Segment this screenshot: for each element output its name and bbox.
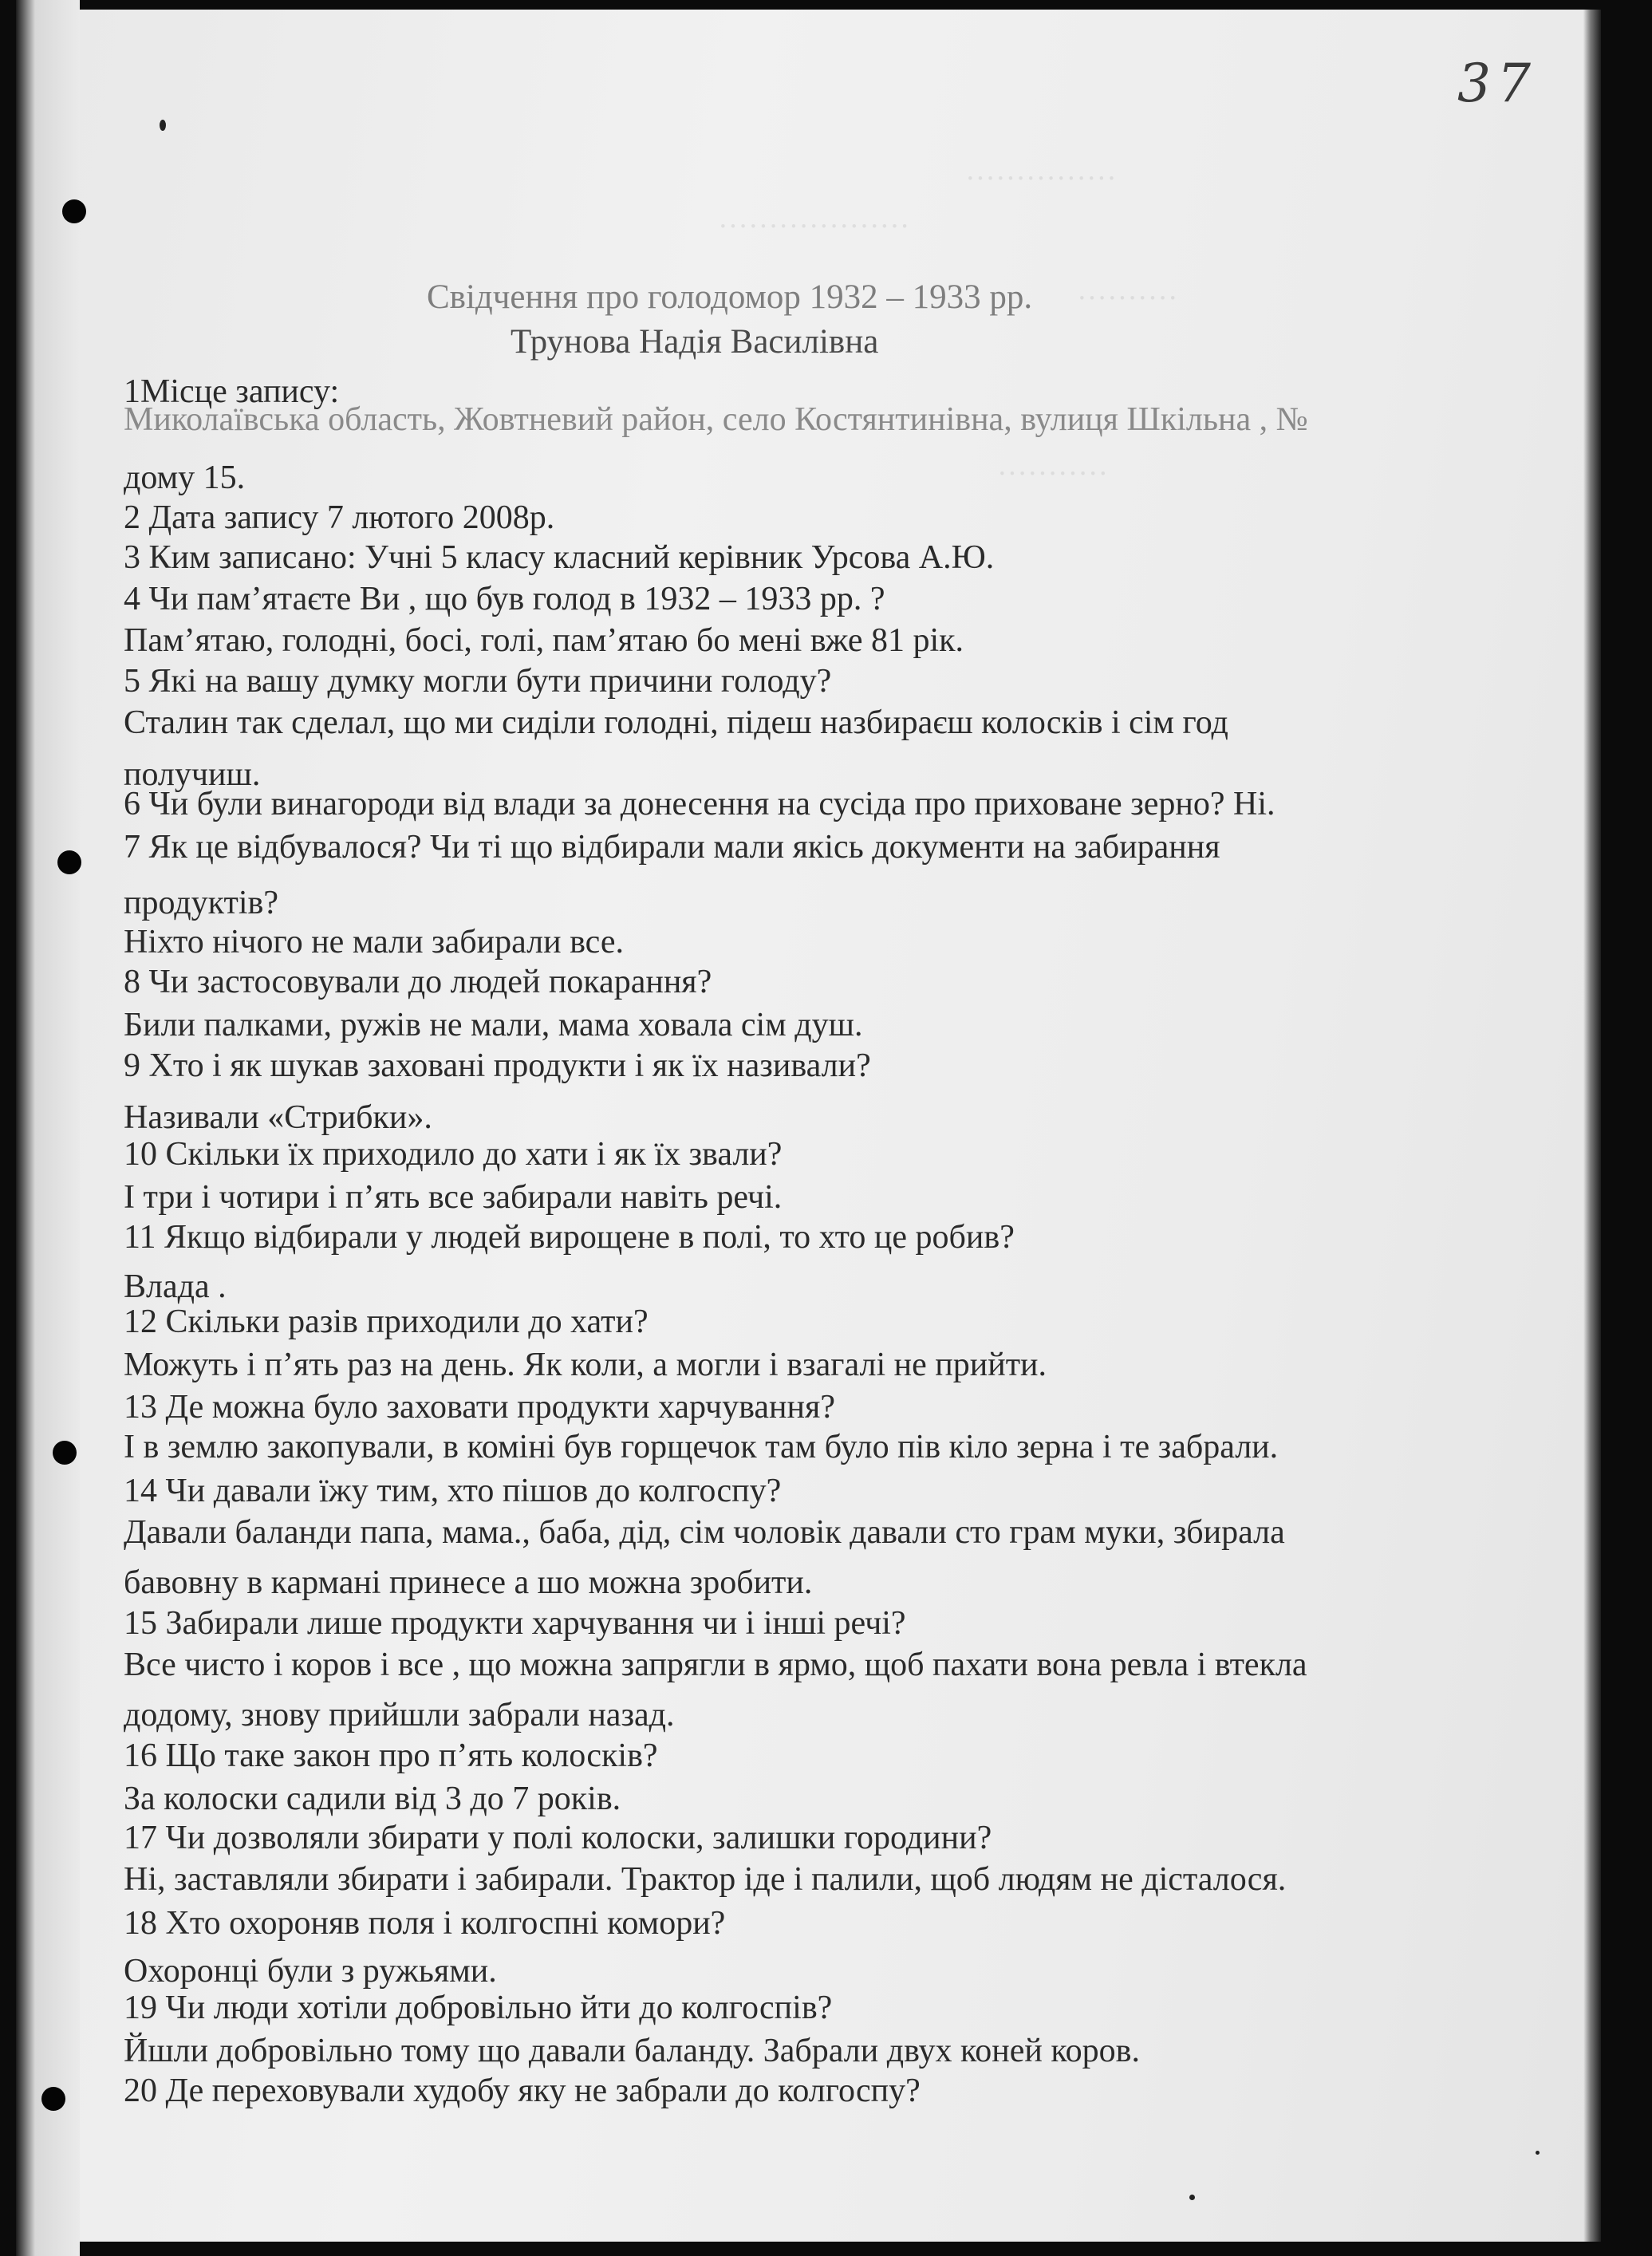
text-line: 18 Хто охороняв поля і колгоспні комори? bbox=[124, 1905, 726, 1942]
text-line: Ніхто нічого не мали забирали все. bbox=[124, 924, 624, 960]
text-line: 6 Чи були винагороди від влади за донесення на сусіда про приховане зерно? Ні. bbox=[124, 786, 1275, 822]
scan-speck bbox=[1189, 2195, 1195, 2200]
text-line: Пам’ятаю, голодні, босі, голі, пам’ятаю бо мені вже 81 рік. bbox=[124, 622, 964, 659]
page-number: 37 bbox=[1457, 53, 1537, 114]
bleed-through-text: ··············· bbox=[965, 162, 1117, 195]
text-line: Називали «Стрибки». bbox=[124, 1099, 432, 1136]
text-line: Сталин так сделал, що ми сиділи голодні, підеш назбираєш колосків і сім год bbox=[124, 704, 1228, 741]
text-line: 13 Де можна було заховати продукти харчування? bbox=[124, 1389, 835, 1426]
text-line: Миколаївська область, Жовтневий район, село Костянтинівна, вулиця Шкільна , № bbox=[124, 401, 1308, 438]
text-line: Все чисто і коров і все , що можна запрягли в ярмо, щоб пахати вона ревла і втекла bbox=[124, 1647, 1307, 1683]
witness-name: Трунова Надія Василівна bbox=[511, 323, 879, 361]
text-line: 20 Де переховували худобу яку не забрали до колгоспу? bbox=[124, 2073, 921, 2109]
text-line: Охоронці були з ружьями. bbox=[124, 1953, 497, 1990]
text-line: 15 Забирали лише продукти харчування чи і інші речі? bbox=[124, 1605, 906, 1642]
text-line: 12 Скільки разів приходили до хати? bbox=[124, 1304, 649, 1340]
text-line: Йшли добровільно тому що давали баланду. Забрали двух коней коров. bbox=[124, 2033, 1140, 2069]
text-line: 17 Чи дозволяли збирати у полі колоски, залишки городини? bbox=[124, 1820, 992, 1856]
text-line: 11 Якщо відбирали у людей вирощене в полі, то хто це робив? bbox=[124, 1219, 1015, 1256]
text-line: 3 Ким записано: Учні 5 класу класний керівник Урсова А.Ю. bbox=[124, 539, 995, 576]
bleed-through-text: ··················· bbox=[718, 210, 910, 243]
text-line: 19 Чи люди хотіли добровільно йти до колгоспів? bbox=[124, 1990, 833, 2026]
bleed-through-text: ··········· bbox=[997, 457, 1109, 491]
punch-hole bbox=[53, 1441, 77, 1465]
text-line: додому, знову прийшли забрали назад. bbox=[124, 1697, 675, 1733]
scan-shadow-right bbox=[1583, 10, 1601, 2242]
text-line: І три і чотири і п’ять все забирали навіть речі. bbox=[124, 1179, 783, 1216]
text-line: получиш. bbox=[124, 756, 261, 793]
text-line: Ні, заставляли збирати і забирали. Трактор іде і палили, щоб людям не дісталося. bbox=[124, 1861, 1287, 1898]
punch-hole bbox=[41, 2087, 65, 2111]
text-line: 8 Чи застосовували до людей покарання? bbox=[124, 964, 712, 1000]
text-line: За колоски садили від 3 до 7 років. bbox=[124, 1781, 621, 1817]
text-line: бавовну в кармані принесе а шо можна зробити. bbox=[124, 1564, 813, 1601]
scan-speck bbox=[160, 120, 166, 131]
bleed-through-text: ·········· bbox=[1077, 282, 1178, 315]
text-line: 5 Які на вашу думку могли бути причини голоду? bbox=[124, 663, 832, 700]
scan-speck bbox=[1536, 2151, 1540, 2155]
text-line: продуктів? bbox=[124, 885, 278, 921]
text-line: Влада . bbox=[124, 1268, 227, 1305]
text-line: Можуть і п’ять раз на день. Як коли, а могли і взагалі не прийти. bbox=[124, 1347, 1047, 1383]
text-line: І в землю закопували, в коміні був горщечок там було пів кіло зерна і те забрали. bbox=[124, 1429, 1279, 1465]
text-line: Давали баланди папа, мама., баба, дід, сім чоловік давали сто грам муки, збирала bbox=[124, 1514, 1285, 1551]
text-line: 7 Як це відбувалося? Чи ті що відбирали мали якісь документи на забирання bbox=[124, 829, 1220, 866]
punch-hole bbox=[62, 199, 86, 223]
scan-shadow-left bbox=[16, 0, 80, 2256]
punch-hole bbox=[57, 850, 81, 874]
text-line: Били палками, ружів не мали, мама ховала сім душ. bbox=[124, 1007, 863, 1043]
text-line: 2 Дата запису 7 лютого 2008р. bbox=[124, 499, 555, 536]
text-line: 1Місце запису: bbox=[124, 373, 340, 410]
text-line: 14 Чи давали їжу тим, хто пішов до колгоспу? bbox=[124, 1473, 782, 1509]
text-line: 4 Чи пам’ятаєте Ви , що був голод в 1932 – 1933 рр. ? bbox=[124, 581, 885, 617]
text-line: 9 Хто і як шукав заховані продукти і як їх називали? bbox=[124, 1047, 871, 1084]
document-title: Свідчення про голодомор 1932 – 1933 рр. bbox=[427, 278, 1033, 316]
text-line: 10 Скільки їх приходило до хати і як їх звали? bbox=[124, 1136, 783, 1173]
text-line: 16 Що таке закон про п’ять колосків? bbox=[124, 1737, 658, 1774]
text-line: дому 15. bbox=[124, 459, 246, 496]
